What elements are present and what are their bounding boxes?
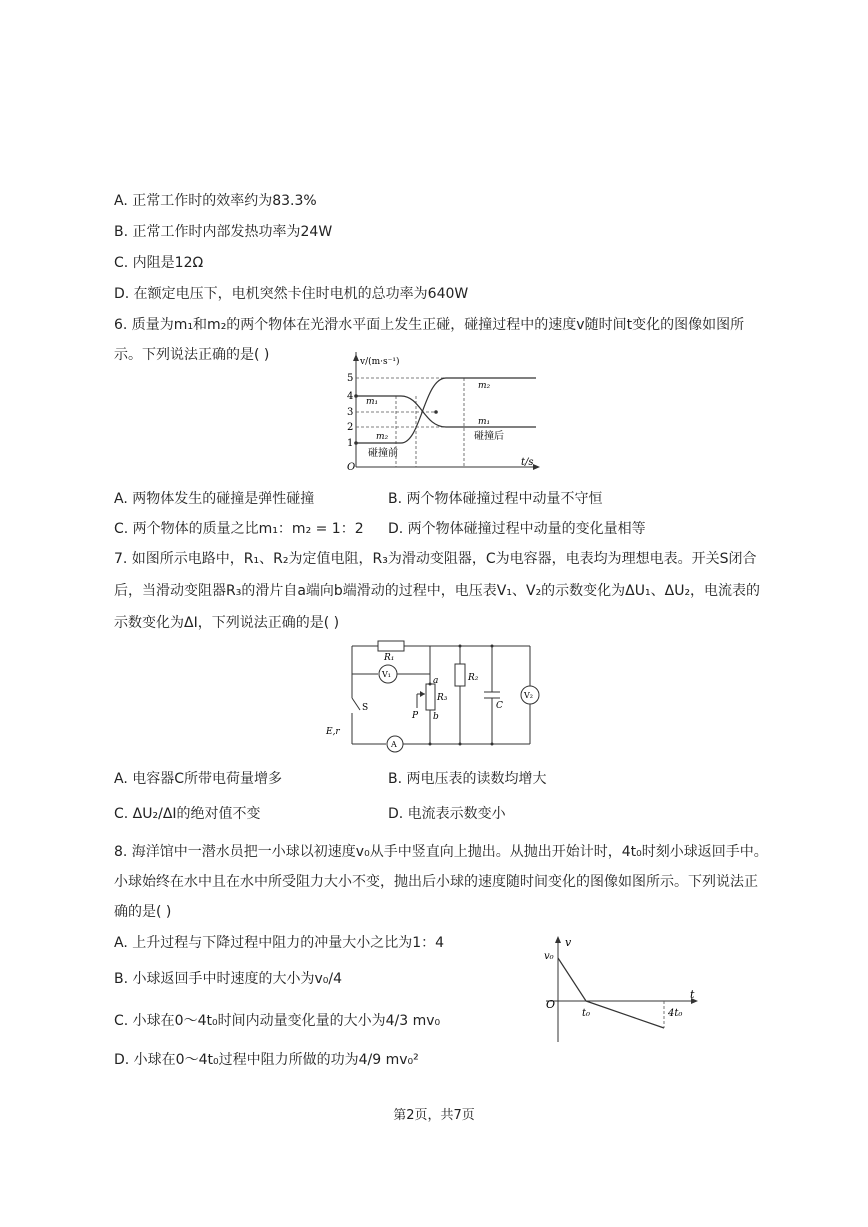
q7-label-p: P — [412, 711, 419, 721]
q8-v0-label: v₀ — [544, 951, 554, 962]
q8-stem-line3: 确的是( ) — [114, 904, 172, 920]
q6-option-b: B. 两个物体碰撞过程中动量不守恒 — [388, 491, 603, 507]
q6-ytick-4: 4 — [347, 391, 354, 402]
q7-label-v2: V₂ — [524, 691, 533, 700]
q7-circuit-diagram — [322, 638, 544, 756]
q6-ytick-2: 2 — [347, 422, 354, 433]
q7-option-b: B. 两电压表的读数均增大 — [388, 771, 547, 787]
q6-stem-line2: 示。下列说法正确的是( ) — [114, 347, 270, 363]
q8-x-axis-label: t — [690, 988, 695, 1001]
q8-stem-line2: 小球始终在水中且在水中所受阻力大小不变，抛出后小球的速度随时间变化的图像如图所示。下列说法正 — [114, 874, 758, 890]
q7-label-c: C — [496, 701, 503, 711]
q6-ytick-1: 1 — [347, 438, 354, 449]
q8-origin: O — [546, 998, 556, 1011]
q5-option-a: A. 正常工作时的效率约为83.3% — [114, 193, 317, 209]
q7-stem-line3: 示数变化为ΔI，下列说法正确的是( ) — [114, 615, 340, 631]
q6-label-before: 碰撞前 — [368, 448, 398, 459]
q6-option-c: C. 两个物体的质量之比m₁：m₂ = 1：2 — [114, 521, 364, 537]
q6-label-m1-before: m₁ — [366, 397, 379, 407]
q8-option-d: D. 小球在0～4t₀过程中阻力所做的功为4/9 mv₀² — [114, 1052, 419, 1068]
q6-option-d: D. 两个物体碰撞过程中动量的变化量相等 — [388, 521, 646, 537]
q5-option-d: D. 在额定电压下，电机突然卡住时电机的总功率为640W — [114, 286, 469, 302]
q6-label-m2-after: m₂ — [478, 381, 491, 391]
q7-label-ammeter: A — [391, 740, 397, 749]
q8-stem-line1: 8. 海洋馆中一潜水员把一小球以初速度v₀从手中竖直向上抛出。从抛出开始计时，4t₀时刻小球返回手中。 — [114, 844, 768, 860]
q8-t0-label: t₀ — [582, 1008, 591, 1019]
q6-ytick-5: 5 — [347, 373, 354, 384]
q8-velocity-time-figure — [538, 934, 706, 1046]
q6-x-axis-label: t/s — [521, 457, 534, 468]
q7-stem-line1: 7. 如图所示电路中，R₁、R₂为定值电阻，R₃为滑动变阻器，C为电容器，电表均为理想电表。开关S闭合 — [114, 551, 757, 567]
q7-label-b: b — [433, 712, 439, 722]
q7-label-s: S — [362, 703, 369, 713]
q7-label-r3: R₃ — [437, 693, 448, 703]
q7-stem-line2: 后，当滑动变阻器R₃的滑片自a端向b端滑动的过程中，电压表V₁、V₂的示数变化为ΔU₁、ΔU₂，电流表的 — [114, 583, 761, 599]
q8-y-axis-label: v — [565, 936, 572, 949]
q7-option-c: C. ΔU₂/ΔI的绝对值不变 — [114, 806, 261, 822]
q7-label-r1: R₁ — [384, 653, 395, 663]
q6-label-after: 碰撞后 — [474, 431, 504, 442]
q7-option-d: D. 电流表示数变小 — [388, 806, 506, 822]
q6-stem-line1: 6. 质量为m₁和m₂的两个物体在光滑水平面上发生正碰，碰撞过程中的速度v随时间t变化的图像如图所 — [114, 317, 745, 333]
q6-label-m2-before: m₂ — [376, 432, 389, 442]
q7-label-er: E,r — [326, 727, 340, 737]
q6-label-m1-after: m₁ — [478, 417, 491, 427]
q8-option-b: B. 小球返回手中时速度的大小为v₀/4 — [114, 971, 343, 987]
q6-option-a: A. 两物体发生的碰撞是弹性碰撞 — [114, 491, 315, 507]
q7-label-a: a — [433, 676, 439, 686]
q7-option-a: A. 电容器C所带电荷量增多 — [114, 771, 283, 787]
page-footer: 第2页，共7页 — [393, 1108, 475, 1123]
q8-option-a: A. 上升过程与下降过程中阻力的冲量大小之比为1：4 — [114, 935, 445, 951]
q6-origin: O — [347, 462, 356, 473]
q6-ytick-3: 3 — [347, 407, 354, 418]
q8-4t0-label: 4t₀ — [668, 1008, 683, 1019]
q5-option-b: B. 正常工作时内部发热功率为24W — [114, 224, 333, 240]
q6-y-axis-label: v/(m·s⁻¹) — [360, 357, 400, 367]
q7-label-r2: R₂ — [468, 673, 479, 683]
q7-label-v1: V₁ — [382, 670, 391, 679]
q6-velocity-time-figure — [336, 352, 546, 474]
q5-option-c: C. 内阻是12Ω — [114, 255, 204, 271]
q8-option-c: C. 小球在0～4t₀时间内动量变化量的大小为4/3 mv₀ — [114, 1013, 441, 1029]
